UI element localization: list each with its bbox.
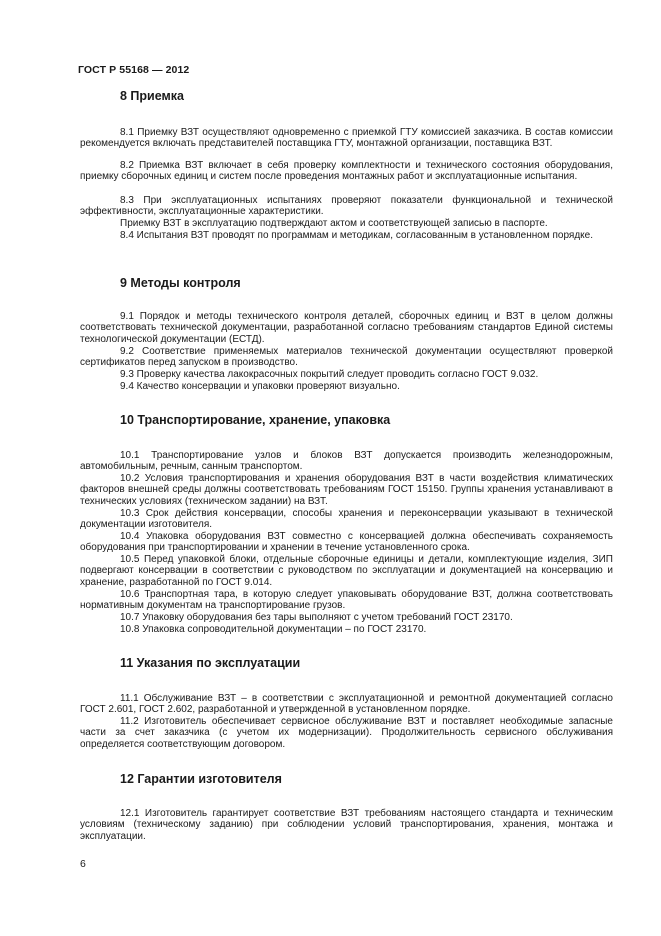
section-title-12: 12 Гарантии изготовителя — [120, 772, 282, 786]
paragraph-9-3: 9.3 Проверку качества лакокрасочных покрытий следует проводить согласно ГОСТ 9.032. — [120, 369, 539, 380]
paragraph-9-4: 9.4 Качество консервации и упаковки проверяют визуально. — [120, 381, 400, 392]
paragraph-9-2: 9.2 Соответствие применяемых материалов технической документации осуществляют проверкой сертификатов перед запуском в производство. — [80, 346, 613, 369]
section-title-11: 11 Указания по эксплуатации — [120, 656, 301, 670]
paragraph-10-4: 10.4 Упаковка оборудования ВЗТ совместно с консервацией должна обеспечивать сохраняемость оборудования при транспортировании и хранении в течение установленного срока. — [80, 531, 613, 554]
paragraph-8-4: 8.4 Испытания ВЗТ проводят по программам и методикам, согласованным в установленном порядке. — [120, 230, 594, 241]
paragraph-11-1: 11.1 Обслуживание ВЗТ – в соответствии с эксплуатационной и ремонтной документацией согласно ГОСТ 2.601, ГОСТ 2.602, разработанной и утвержденной в установленном порядке. — [80, 693, 613, 716]
paragraph-10-5: 10.5 Перед упаковкой блоки, отдельные сборочные единицы и детали, комплектующие изделия, ЗИП подвергают консервации в соответствии с руководством по эксплуатации и документацией на консервацию и хранение, разработанной по ГОСТ 9.014. — [80, 554, 613, 588]
paragraph-11-2: 11.2 Изготовитель обеспечивает сервисное обслуживание ВЗТ и поставляет необходимые запасные части за счет заказчика (с учетом их модернизации). Продолжительность сервисного обслуживания определяется соответствующим договором. — [80, 716, 613, 750]
paragraph-10-2: 10.2 Условия транспортирования и хранения оборудования ВЗТ в части воздействия климатических факторов внешней среды должны соответствовать требованиям ГОСТ 15150. Группы хранения устанавливают в технических условиях (техническом задании) на ВЗТ. — [80, 473, 613, 507]
paragraph-8-3-acceptance: Приемку ВЗТ в эксплуатацию подтверждают актом и соответствующей записью в паспорте. — [120, 218, 548, 229]
page-number: 6 — [80, 858, 86, 870]
section-title-10: 10 Транспортирование, хранение, упаковка — [120, 413, 391, 427]
paragraph-10-1: 10.1 Транспортирование узлов и блоков ВЗТ допускается производить железнодорожным, автомобильным, речным, санным транспортом. — [80, 450, 613, 473]
paragraph-12-1: 12.1 Изготовитель гарантирует соответствие ВЗТ требованиям настоящего стандарта и техническим условиям (техническому заданию) при соблюдении условий транспортирования, хранения, монтажа и эксплуатации. — [80, 808, 613, 842]
paragraph-8-3: 8.3 При эксплуатационных испытаниях проверяют показатели функциональной и технической эффективности, эксплуатационные характеристики. — [80, 195, 613, 218]
paragraph-10-6: 10.6 Транспортная тара, в которую следует упаковывать оборудование ВЗТ, должна соответствовать нормативным документам на транспортирование грузов. — [80, 589, 613, 612]
paragraph-9-1: 9.1 Порядок и методы технического контроля деталей, сборочных единиц и ВЗТ в целом должны соответствовать технической документации, разработанной согласно требованиям стандартов Единой системы технологической документации (ЕСТД). — [80, 311, 613, 345]
document-header: ГОСТ Р 55168 — 2012 — [78, 64, 190, 76]
paragraph-8-1: 8.1 Приемку ВЗТ осуществляют одновременно с приемкой ГТУ комиссией заказчика. В состав комиссии рекомендуется включать представителей поставщика ГТУ, монтажной организации, поставщика ВЗТ. — [80, 127, 613, 150]
paragraph-10-7: 10.7 Упаковку оборудования без тары выполняют с учетом требований ГОСТ 23170. — [120, 612, 513, 623]
paragraph-8-2: 8.2 Приемка ВЗТ включает в себя проверку комплектности и технического состояния оборудования, приемку сборочных единиц и систем после проведения монтажных работ и эксплуатационные испытания. — [80, 160, 613, 183]
paragraph-10-8: 10.8 Упаковка сопроводительной документации – по ГОСТ 23170. — [120, 624, 427, 635]
paragraph-10-3: 10.3 Срок действия консервации, способы хранения и переконсервации указывают в технической документации изготовителя. — [80, 508, 613, 531]
section-title-9: 9 Методы контроля — [120, 276, 241, 290]
section-title-8: 8 Приемка — [120, 89, 184, 103]
